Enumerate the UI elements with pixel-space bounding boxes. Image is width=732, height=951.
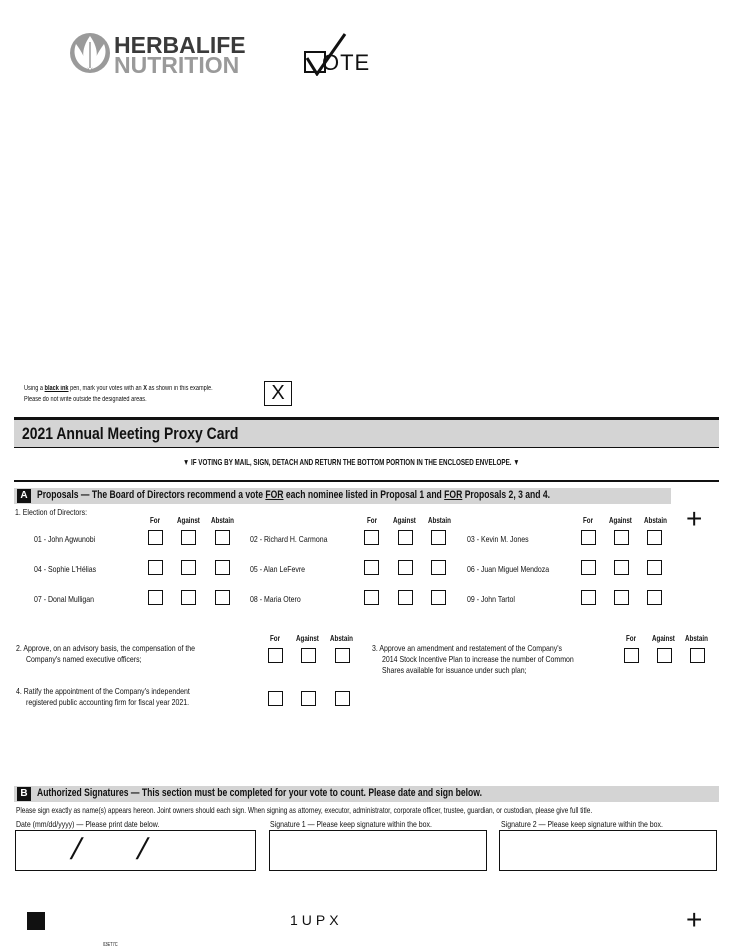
proposal2-line2: Company's named executive officers; xyxy=(26,654,142,664)
nominee-06: 06 - Juan Miguel Mendoza xyxy=(467,564,550,574)
section-a-title xyxy=(37,489,550,501)
leaf-logo-icon xyxy=(68,32,112,74)
nominee-02-against-checkbox[interactable] xyxy=(398,530,413,545)
nominee-07-for-checkbox[interactable] xyxy=(148,590,163,605)
p2-col-abstain: Abstain xyxy=(330,634,353,643)
nominee-04-abstain-checkbox[interactable] xyxy=(215,560,230,575)
proposal4-abstain-checkbox[interactable] xyxy=(335,691,350,706)
date-separator-1: / xyxy=(67,833,85,866)
nominee-04: 04 - Sophie L'Hélias xyxy=(34,564,97,574)
p2-col-against: Against xyxy=(296,634,319,643)
p2-col-for: For xyxy=(270,634,281,643)
nominee-01-abstain-checkbox[interactable] xyxy=(215,530,230,545)
nominee-02-abstain-checkbox[interactable] xyxy=(431,530,446,545)
section-b-title: Authorized Signatures — This section must be completed for your vote to count. Please date and sign below. xyxy=(37,787,482,799)
nominee-09: 09 - John Tartol xyxy=(467,594,515,604)
instruction-post: as shown in this example. xyxy=(146,385,213,392)
proposal4-for-checkbox[interactable] xyxy=(268,691,283,706)
nominee-07-abstain-checkbox[interactable] xyxy=(215,590,230,605)
logo-line2: NUTRITION xyxy=(114,52,240,78)
registration-plus-icon: + xyxy=(686,503,703,534)
section-a-for1: FOR xyxy=(265,489,284,501)
col-abstain-2: Abstain xyxy=(428,516,451,525)
nominee-09-against-checkbox[interactable] xyxy=(614,590,629,605)
card-title: 2021 Annual Meeting Proxy Card xyxy=(22,424,239,443)
p3-col-against: Against xyxy=(652,634,675,643)
nominee-08: 08 - Maria Otero xyxy=(250,594,301,604)
col-abstain-1: Abstain xyxy=(211,516,234,525)
proposal3-abstain-checkbox[interactable] xyxy=(690,648,705,663)
nominee-08-for-checkbox[interactable] xyxy=(364,590,379,605)
instruction-mid: pen, mark your votes with an xyxy=(68,385,144,392)
signature2-label: Signature 2 — Please keep signature within the box. xyxy=(501,819,663,829)
nominee-01-against-checkbox[interactable] xyxy=(181,530,196,545)
section-a-for2: FOR xyxy=(444,489,463,501)
proposal4-against-checkbox[interactable] xyxy=(301,691,316,706)
section-a-title-post: Proposals 2, 3 and 4. xyxy=(462,489,551,501)
proposal3-line2: 2014 Stock Incentive Plan to increase the number of Common xyxy=(382,654,574,664)
nominee-05-against-checkbox[interactable] xyxy=(398,560,413,575)
nominee-01-for-checkbox[interactable] xyxy=(148,530,163,545)
nominee-04-against-checkbox[interactable] xyxy=(181,560,196,575)
nominee-06-against-checkbox[interactable] xyxy=(614,560,629,575)
section-a-rule xyxy=(14,480,719,482)
nominee-03-against-checkbox[interactable] xyxy=(614,530,629,545)
nominee-02: 02 - Richard H. Carmona xyxy=(250,534,328,544)
nominee-04-for-checkbox[interactable] xyxy=(148,560,163,575)
instruction-ink: black ink xyxy=(44,385,69,392)
proposal3-line3: Shares available for issuance under such plan; xyxy=(382,665,527,675)
nominee-05-for-checkbox[interactable] xyxy=(364,560,379,575)
nominee-07: 07 - Donal Mulligan xyxy=(34,594,95,604)
proposal4-line1: 4. Ratify the appointment of the Company's independent xyxy=(16,686,190,696)
section-b-note: Please sign exactly as name(s) appears hereon. Joint owners should each sign. When signing as attorney, executor, administrator, corporate officer, trustee, guardian, or custodian, please give full title. xyxy=(16,806,593,815)
col-for-2: For xyxy=(367,516,378,525)
section-a-title-mid: each nominee listed in Proposal 1 and xyxy=(283,489,445,501)
section-b-letter: B xyxy=(17,787,31,801)
nominee-08-abstain-checkbox[interactable] xyxy=(431,590,446,605)
nominee-05: 05 - Alan LeFevre xyxy=(250,564,306,574)
proposal3-for-checkbox[interactable] xyxy=(624,648,639,663)
nominee-06-for-checkbox[interactable] xyxy=(581,560,596,575)
proposal2-abstain-checkbox[interactable] xyxy=(335,648,350,663)
p3-col-for: For xyxy=(626,634,637,643)
nominee-09-for-checkbox[interactable] xyxy=(581,590,596,605)
instruction-x: X xyxy=(143,385,147,392)
proposal2-against-checkbox[interactable] xyxy=(301,648,316,663)
signature2-box[interactable] xyxy=(499,830,717,871)
proposal3-line1: 3. Approve an amendment and restatement of the Company's xyxy=(372,643,563,653)
vote-text: OTE xyxy=(322,50,371,75)
example-mark-box: X xyxy=(264,381,292,406)
date-input-box[interactable] xyxy=(15,830,256,871)
footer-small-code: 03ET7C xyxy=(103,942,118,948)
col-for-3: For xyxy=(583,516,594,525)
logo-line1: HERBALIFE xyxy=(114,32,246,58)
nominee-03-for-checkbox[interactable] xyxy=(581,530,596,545)
nominee-02-for-checkbox[interactable] xyxy=(364,530,379,545)
col-abstain-3: Abstain xyxy=(644,516,667,525)
proposal3-against-checkbox[interactable] xyxy=(657,648,672,663)
nominee-09-abstain-checkbox[interactable] xyxy=(647,590,662,605)
col-for-1: For xyxy=(150,516,161,525)
instruction-line1 xyxy=(24,384,213,394)
nominee-03-abstain-checkbox[interactable] xyxy=(647,530,662,545)
instruction-line2: Please do not write outside the designated areas. xyxy=(24,396,147,403)
date-separator-2: / xyxy=(133,833,151,866)
nominee-08-against-checkbox[interactable] xyxy=(398,590,413,605)
section-a-letter: A xyxy=(17,489,31,503)
signature1-box[interactable] xyxy=(269,830,487,871)
proposal2-line1: 2. Approve, on an advisory basis, the compensation of the xyxy=(16,643,196,653)
detach-notice: ▼ IF VOTING BY MAIL, SIGN, DETACH AND RETURN THE BOTTOM PORTION IN THE ENCLOSED ENVELOPE. ▼ xyxy=(183,457,520,467)
instruction-pre: Using a xyxy=(24,385,45,392)
election-label: 1. Election of Directors: xyxy=(15,507,88,517)
signature1-label: Signature 1 — Please keep signature within the box. xyxy=(270,819,432,829)
date-label: Date (mm/dd/yyyy) — Please print date below. xyxy=(16,819,160,829)
col-against-3: Against xyxy=(609,516,632,525)
proposal2-for-checkbox[interactable] xyxy=(268,648,283,663)
proposal4-line2: registered public accounting firm for fiscal year 2021. xyxy=(26,697,190,707)
p3-col-abstain: Abstain xyxy=(685,634,708,643)
section-a-title-pre: Proposals — The Board of Directors recommend a vote xyxy=(37,489,266,501)
footer-code: 1UPX xyxy=(290,912,343,928)
col-against-2: Against xyxy=(393,516,416,525)
footer-plus-icon: + xyxy=(686,904,703,935)
nominee-07-against-checkbox[interactable] xyxy=(181,590,196,605)
title-bottom-rule xyxy=(14,447,719,448)
nominee-06-abstain-checkbox[interactable] xyxy=(647,560,662,575)
nominee-01: 01 - John Agwunobi xyxy=(34,534,96,544)
registration-square-mark xyxy=(27,912,45,930)
nominee-05-abstain-checkbox[interactable] xyxy=(431,560,446,575)
col-against-1: Against xyxy=(177,516,200,525)
nominee-03: 03 - Kevin M. Jones xyxy=(467,534,529,544)
